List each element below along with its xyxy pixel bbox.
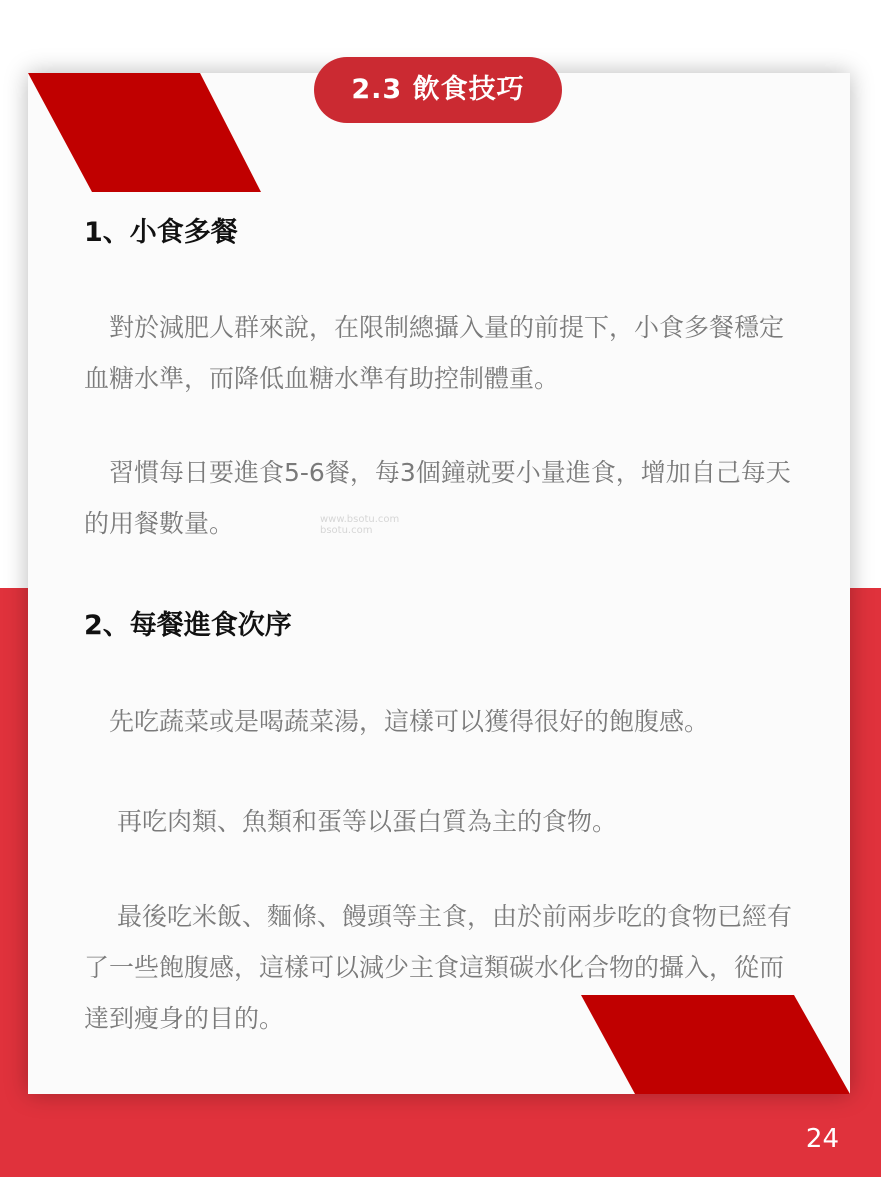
watermark-line-2: bsotu.com — [320, 525, 373, 536]
section-heading-1: 1、小食多餐 — [84, 217, 238, 248]
section-1-paragraph-1: 對於減肥人群來說，在限制總攝入量的前提下，小食多餐穩定血糖水準，而降低血糖水準有助控制體重。 — [84, 313, 785, 393]
section-1-paragraph-2: 習慣每日要進食5-6餐，每3個鐘就要小量進食，增加自己每天的用餐數量。 — [84, 458, 791, 538]
section-2-paragraph-3: 最後吃米飯、麵條、饅頭等主食，由於前兩步吃的食物已經有了一些飽腹感，這樣可以減少主食這類碳水化合物的攝入，從而達到瘦身的目的。 — [84, 902, 792, 1033]
section-heading-2: 2、每餐進食次序 — [84, 610, 292, 641]
page-number: 24 — [805, 1124, 839, 1154]
watermark-line-1: www.bsotu.com — [320, 514, 400, 525]
content-card — [28, 73, 850, 1094]
watermark — [320, 514, 399, 536]
slide-title-badge: 2.3 飲食技巧 — [314, 57, 562, 123]
section-2-paragraph-1: 先吃蔬菜或是喝蔬菜湯，這樣可以獲得很好的飽腹感。 — [84, 707, 710, 736]
corner-decoration-top-left — [28, 73, 268, 193]
section-2-paragraph-2: 再吃肉類、魚類和蛋等以蛋白質為主的食物。 — [84, 807, 617, 836]
